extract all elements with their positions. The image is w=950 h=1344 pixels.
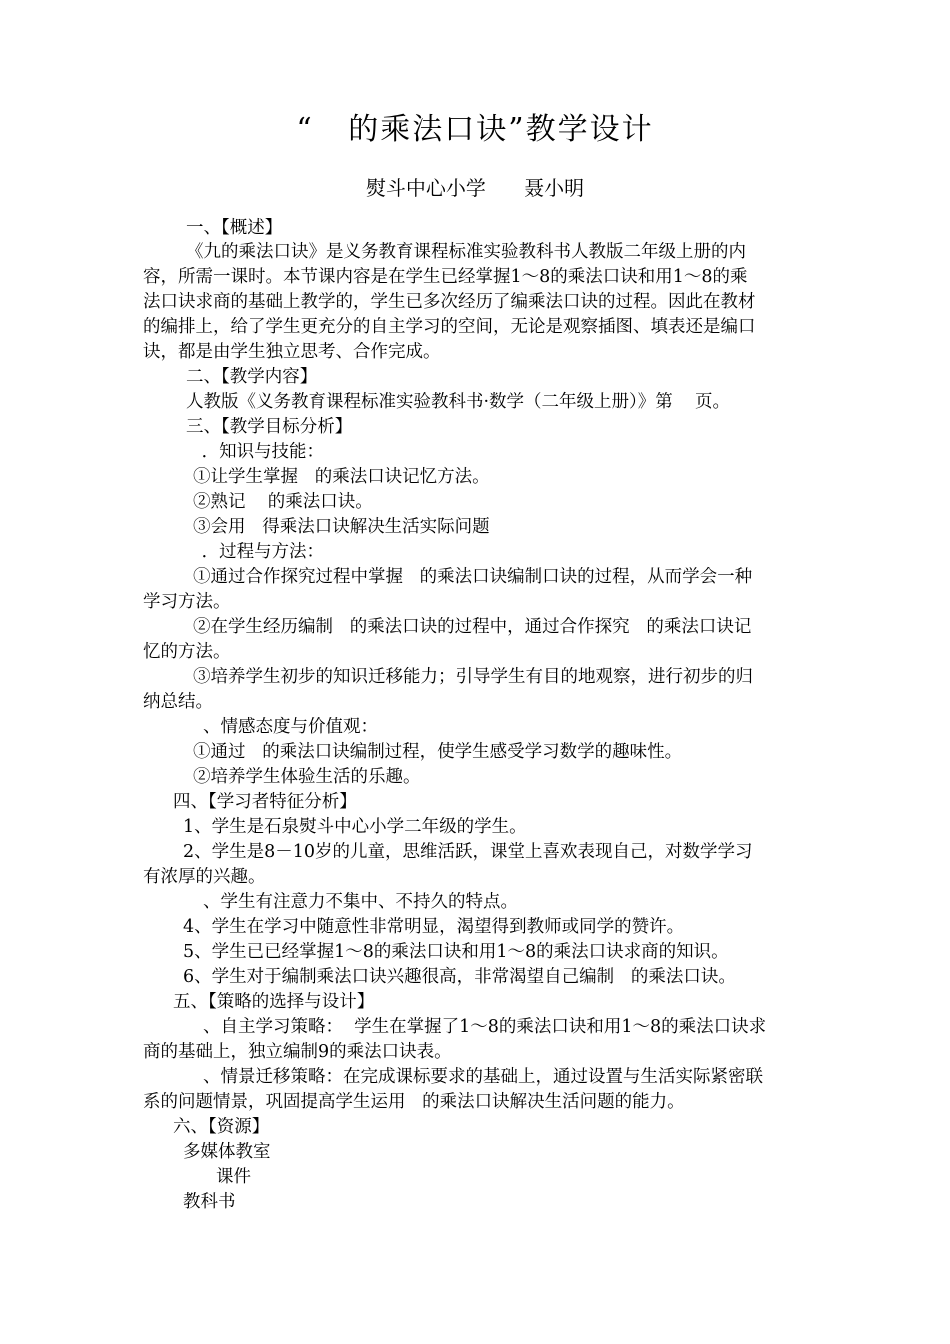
text-line: 6、学生对于编制乘法口诀兴趣很高，非常渴望自己编制 的乘法口诀。 xyxy=(183,967,736,987)
text-line: ②培养学生体验生活的乐趣。 xyxy=(193,767,421,787)
document-title: “ 的乘法口诀”教学设计 xyxy=(296,112,654,147)
text-line: ②在学生经历编制 的乘法口诀的过程中，通过合作探究 的乘法口诀记 xyxy=(193,617,752,637)
text-line: 法口诀求商的基础上教学的，学生已多次经历了编乘法口诀的过程。因此在教材 xyxy=(143,292,756,312)
text-line: 、自主学习策略： 学生在掌握了1～8的乘法口诀和用1～8的乘法口诀求 xyxy=(203,1017,767,1037)
text-line: 的编排上，给了学生更充分的自主学习的空间，无论是观察插图、填表还是编口 xyxy=(143,317,756,337)
text-line: 三、【教学目标分析】 xyxy=(186,417,353,437)
text-line: 忆的方法。 xyxy=(143,642,231,662)
text-line: 人教版《义务教育课程标准实验教科书·数学（二年级上册）》第 页。 xyxy=(186,392,731,412)
text-line: ③会用 得乘法口诀解决生活实际问题 xyxy=(193,517,490,537)
text-line: ．知识与技能： xyxy=(196,442,325,462)
text-line: 二、【教学内容】 xyxy=(186,367,318,387)
text-line: 5、学生已已经掌握1～8的乘法口诀和用1～8的乘法口诀求商的知识。 xyxy=(183,942,729,962)
text-line: 纳总结。 xyxy=(143,692,213,712)
text-line: 四、【学习者特征分析】 xyxy=(173,792,357,812)
text-line: 商的基础上，独立编制9的乘法口诀表。 xyxy=(143,1042,452,1062)
text-line: 学习方法。 xyxy=(143,592,231,612)
author-line: 熨斗中心小学 聂小明 xyxy=(365,176,585,200)
text-line: 《九的乘法口诀》是义务教育课程标准实验教科书人教版二年级上册的内 xyxy=(186,242,746,262)
text-line: ①通过合作探究过程中掌握 的乘法口诀编制口诀的过程，从而学会一种 xyxy=(193,567,753,587)
text-line: 4、学生在学习中随意性非常明显，渴望得到教师或同学的赞许。 xyxy=(183,917,685,937)
text-line: 有浓厚的兴趣。 xyxy=(143,867,266,887)
text-line: 六、【资源】 xyxy=(173,1117,270,1137)
text-line: 容，所需一课时。本节课内容是在学生已经掌握1～8的乘法口诀和用1～8的乘 xyxy=(143,267,748,287)
text-line: ②熟记 的乘法口诀。 xyxy=(193,492,373,512)
text-line: ①通过 的乘法口诀编制过程，使学生感受学习数学的趣味性。 xyxy=(193,742,683,762)
text-line: ③培养学生初步的知识迁移能力；引导学生有目的地观察，进行初步的归 xyxy=(193,667,753,687)
text-line: 、学生有注意力不集中、不持久的特点。 xyxy=(203,892,518,912)
text-line: 教科书 xyxy=(183,1192,236,1212)
text-line: 多媒体教室 xyxy=(183,1142,271,1162)
text-line: ．过程与方法： xyxy=(196,542,325,562)
text-line: 系的问题情景，巩固提高学生运用 的乘法口诀解决生活问题的能力。 xyxy=(143,1092,685,1112)
text-line: 1、学生是石泉熨斗中心小学二年级的学生。 xyxy=(183,817,527,837)
text-line: 诀，都是由学生独立思考、合作完成。 xyxy=(143,342,441,362)
text-line: ①让学生掌握 的乘法口诀记忆方法。 xyxy=(193,467,490,487)
text-line: 一、【概述】 xyxy=(186,218,283,238)
text-line: 五、【策略的选择与设计】 xyxy=(173,992,375,1012)
text-line: 、情感态度与价值观： xyxy=(203,717,378,737)
text-line: 、情景迁移策略：在完成课标要求的基础上，通过设置与生活实际紧密联 xyxy=(203,1067,763,1087)
text-line: 课件 xyxy=(216,1167,251,1187)
text-line: 2、学生是8－10岁的儿童，思维活跃，课堂上喜欢表现自己，对数学学习 xyxy=(183,842,753,862)
